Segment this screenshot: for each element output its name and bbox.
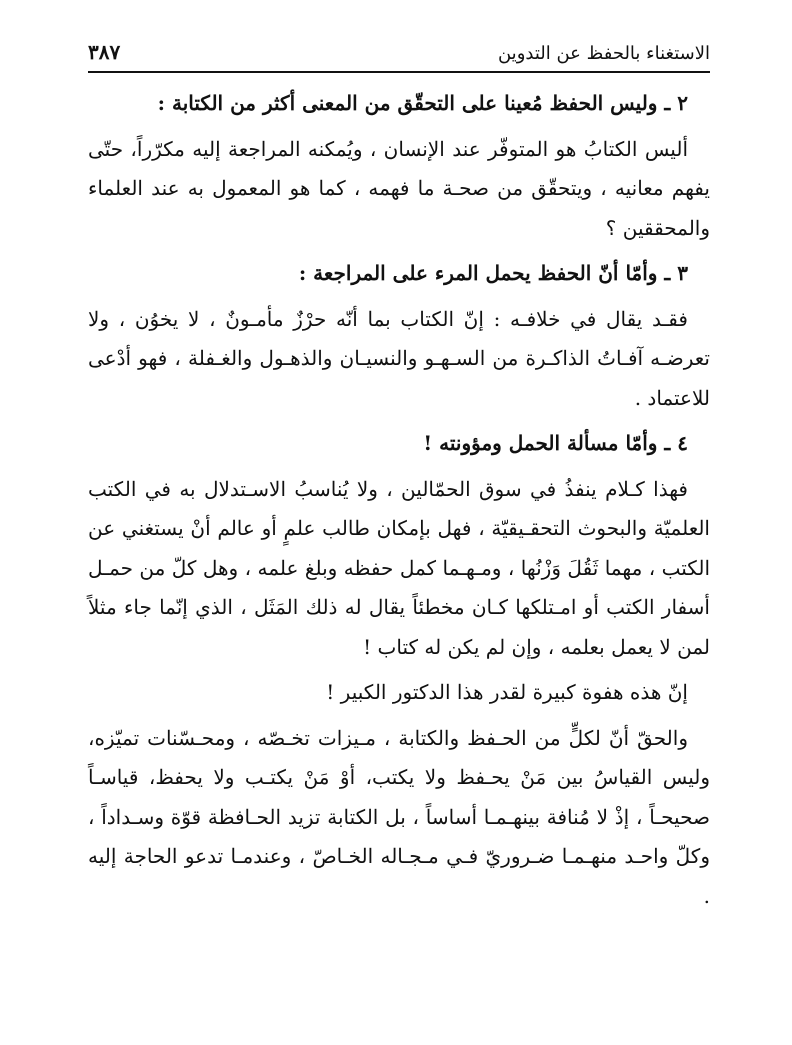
body-text (88, 84, 710, 922)
paragraph: أليس الكتابُ هو المتوفّر عند الإنسان ، ويُمكنه المراجعة إليه مكرّراً، حتّى يفهم معانيه ، ويتحقّق من صحـة ما فهمه ، كما هو المعمول به عند العلماء والمحققين ؟ (88, 136, 710, 240)
section-2 (88, 84, 710, 248)
paragraph: فهذا كـلام ينفذُ في سوق الحمّالين ، ولا يُناسبُ الاسـتدلال به في الكتب العلميّة والبحوث التحقـيقيّة ، فهل بإمكان طالب علمٍ أو عالم أنْ يستغني عن الكتب ، مهما ثَقُلَ وَزْنُها ، ومـهـما كمل حفظه وبلغ علمه ، وهل كلّ من حمـل أسفار الكتب أو امـتلكها كـان مخطئاً يقال له ذلك المَثَل ، الذي إنّما جاء مثلاً لمن لا يعمل بعلمه ، وإن لم يكن له كتاب ! (88, 476, 710, 659)
header-rule (88, 71, 710, 73)
paragraph: فقـد يقال في خلافـه : إنّ الكتاب بما أنّه حرْزٌ مأمـونٌ ، لا يخوُن ، ولا تعرضـه آفـاتُ الذاكـرة من السـهـو والنسيـان والذهـول والغـفلة ، فهو أدْعى للاعتماد . (88, 306, 710, 410)
page-number: ٣٨٧ (88, 40, 121, 64)
remark-paragraph: إنّ هذه هفوة كبيرة لقدر هذا الدكتور الكبير ! (326, 680, 688, 704)
conclusion-paragraph: والحقّ أنّ لكلٍّ من الحـفظ والكتابة ، مـيزات تخـصّه ، ومحـسّنات تميّزه، وليس القياسُ بين مَنْ يحـفظ ولا يكتب، أوْ مَنْ يكتـب ولا يحفظ، قياسـاً صحيحـاً ، إذْ لا مُنافة بينهـمـا أساساً ، بل الكتابة تزيد الحـافظة قوّة وسـداداً ، وكلّ واحـد منهـمـا ضـروريّ فـي مـجـاله الخـاصّ ، وعندمـا تدعو الحاجة إليه . (88, 725, 710, 908)
running-title: الاستغناء بالحفظ عن التدوين (497, 43, 710, 64)
section-heading: ٤ ـ وأمّا مسألة الحمل ومؤونته ! (423, 431, 688, 455)
page-header (88, 30, 710, 64)
section-heading: ٢ ـ وليس الحفظ مُعينا على التحقّق من المعنى أكثر من الكتابة : (157, 91, 688, 115)
section-3 (88, 254, 710, 418)
section-4 (88, 424, 710, 667)
section-heading: ٣ ـ وأمّا أنّ الحفظ يحمل المرء على المراجعة : (298, 261, 688, 285)
